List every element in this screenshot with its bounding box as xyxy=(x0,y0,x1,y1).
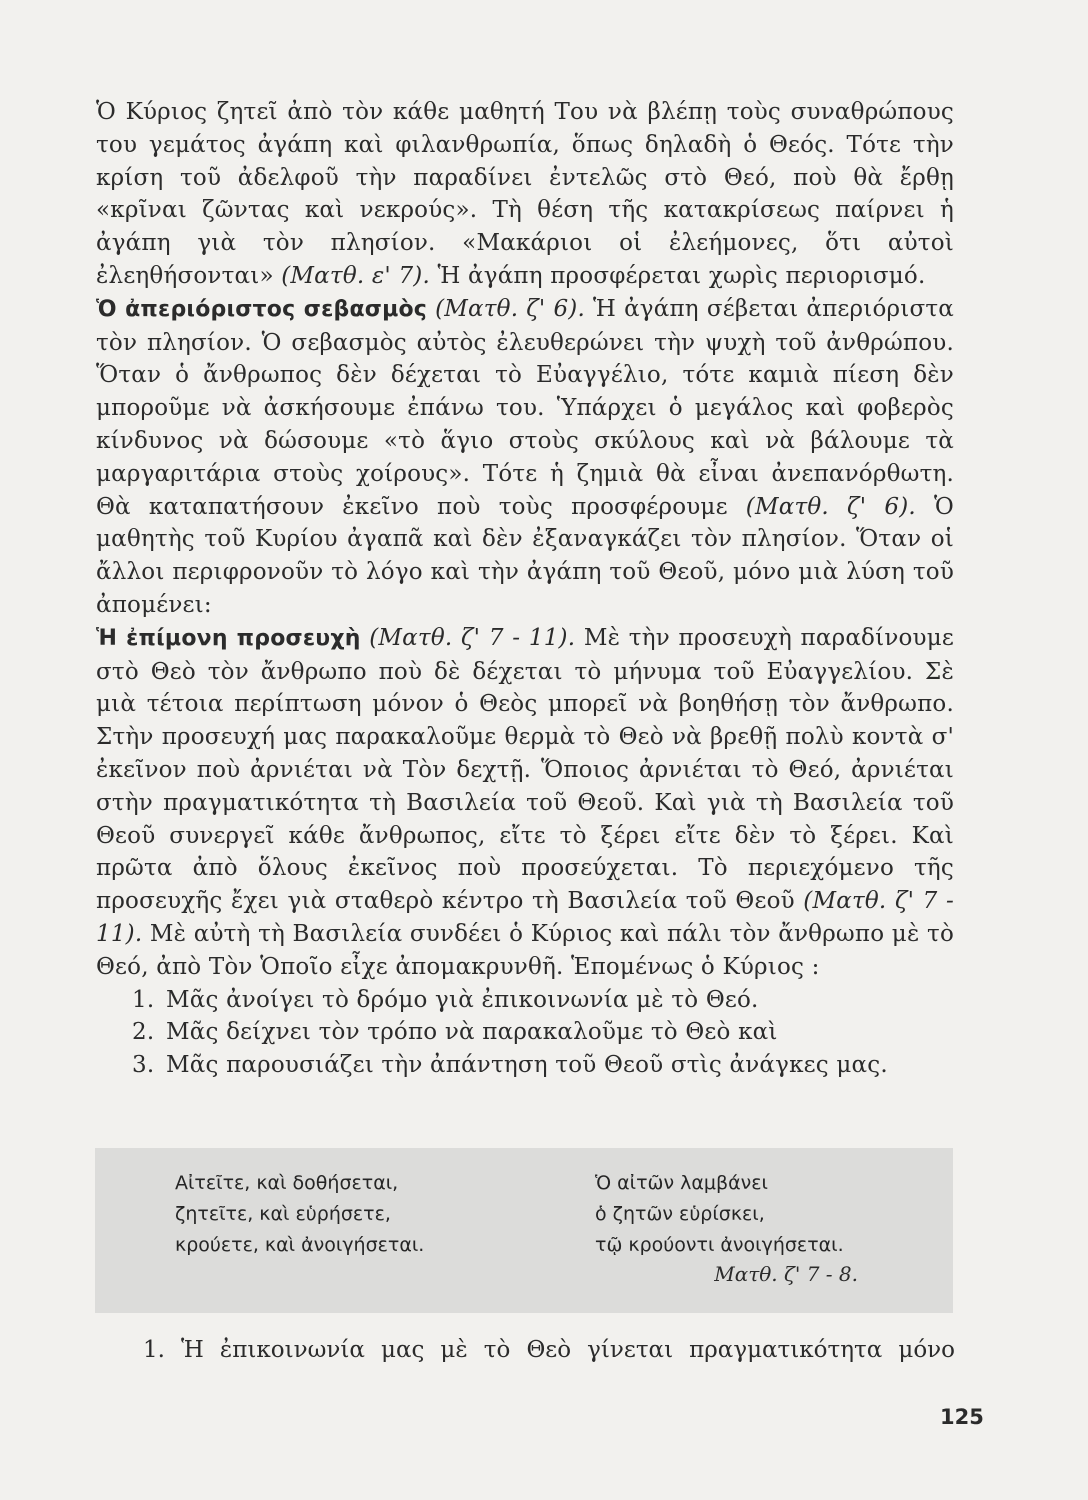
list-number: 3. xyxy=(132,1052,155,1079)
quote-line: Ὁ αἰτῶν λαμβάνει xyxy=(595,1172,768,1194)
list-text: Μᾶς παρουσιάζει τὴν ἀπάντηση τοῦ Θεοῦ στὶς ἀνάγκες μας. xyxy=(166,1052,888,1079)
paragraph-2-tail: Ὁ μαθητὴς τοῦ Κυρίου ἀγαπᾶ καὶ δὲν ἐξαναγκάζει τὸν πλησίον. Ὅταν οἱ ἄλλοι περιφρονοῦν τὸ λόγο καὶ τὴν ἀγάπη τοῦ Θεοῦ, μόνο μιὰ λύση τοῦ ἀπομένει: xyxy=(96,493,954,618)
heading-respect-ref: (Ματθ. ζ' 6). xyxy=(427,295,585,322)
list-number: 1. xyxy=(132,986,155,1013)
page-number: 125 xyxy=(940,1405,984,1429)
list-item xyxy=(96,1049,954,1082)
heading-prayer-ref: (Ματθ. ζ' 7 - 11). xyxy=(360,624,576,651)
paragraph-1-text: Ὁ Κύριος ζητεῖ ἀπὸ τὸν κάθε μαθητή Του νὰ βλέπῃ τοὺς συναθρώπους του γεμάτος ἀγάπη καὶ φιλανθρωπία, ὅπως δηλαδὴ ὁ Θεός. Τότε τὴν κρίση τοῦ ἀδελφοῦ τὴν παραδίνει ἐντελῶς στὸ Θεό, ποὺ θὰ ἔρθῃ «κρῖναι ζῶντας καὶ νεκρούς». Τὴ θέση τῆς κατακρίσεως παίρνει ἡ ἀγάπη γιὰ τὸν πλησίον. «Μακάριοι οἱ ἐλεήμονες, ὅτι αὐτοὶ ἐλεηθήσονται» xyxy=(96,99,954,289)
final-line: 1. Ἡ ἐπικοινωνία μας μὲ τὸ Θεὸ γίνεται πραγματικότητα μόνο xyxy=(143,1337,955,1363)
quote-line: τῷ κρούοντι ἀνοιγήσεται. xyxy=(595,1234,844,1256)
quote-line: κρούετε, καὶ ἀνοιγήσεται. xyxy=(175,1234,425,1256)
heading-prayer: Ἡ ἐπίμονη προσευχὴ xyxy=(96,625,361,651)
quote-right-column xyxy=(595,1168,844,1261)
list-text: Μᾶς δείχνει τὸν τρόπο νὰ παρακαλοῦμε τὸ Θεὸ καὶ xyxy=(166,1019,778,1046)
quote-line: ζητεῖτε, καὶ εὑρήσετε, xyxy=(175,1203,391,1225)
quote-left-column xyxy=(175,1168,424,1261)
numbered-list xyxy=(96,984,954,1082)
paragraph-1 xyxy=(96,96,954,293)
paragraph-2 xyxy=(96,293,954,622)
heading-respect: Ὁ ἀπεριόριστος σεβασμὸς xyxy=(96,296,428,322)
scripture-quote-box xyxy=(95,1148,953,1313)
paragraph-3-tail: Μὲ αὐτὴ τὴ Βασιλεία συνδέει ὁ Κύριος καὶ πάλι τὸν ἄνθρωπο μὲ τὸ Θεό, ἀπὸ Τὸν Ὁποῖο εἶχε ἀπομακρυνθῆ. Ἑπομένως ὁ Κύριος : xyxy=(96,920,954,980)
paragraph-3-ref: (Ματθ. ζ' 7 - 11). xyxy=(96,888,954,947)
paragraph-1-ref: (Ματθ. ε' 7). xyxy=(281,262,430,289)
list-item xyxy=(96,984,954,1017)
paragraph-2-text: Ἡ ἀγάπη σέβεται ἀπεριόριστα τὸν πλησίον. Ὁ σεβασμὸς αὐτὸς ἐλευθερώνει τὴν ψυχὴ τοῦ ἀνθρώπου. Ὅταν ὁ ἄνθρωπος δὲν δέχεται τὸ Εὐαγγέλιο, τότε καμιὰ πίεση δὲν μποροῦμε νὰ ἀσκήσουμε ἐπάνω του. Ὑπάρχει ὁ μεγάλος καὶ φοβερὸς κίνδυνος νὰ δώσουμε «τὸ ἅγιο στοὺς σκύλους καὶ νὰ βάλουμε τὰ μαργαριτάρια στοὺς χοίρους». Τότε ἡ ζημιὰ θὰ εἶναι ἀνεπανόρθωτη. Θὰ καταπατήσουν ἐκεῖνο ποὺ τοὺς προσφέρουμε xyxy=(96,295,954,520)
quote-reference: Ματθ. ζ' 7 - 8. xyxy=(714,1262,858,1286)
paragraph-3-text: Μὲ τὴν προσευχὴ παραδίνουμε στὸ Θεὸ τὸν ἄνθρωπο ποὺ δὲ δέχεται τὸ μήνυμα τοῦ Εὐαγγελίου. Σὲ μιὰ τέτοια περίπτωση μόνον ὁ Θεὸς μπορεῖ νὰ βοηθήσῃ τὸν ἄνθρωπο. Στὴν προσευχή μας παρακαλοῦμε θερμὰ τὸ Θεὸ νὰ βρεθῇ πολὺ κοντὰ σ' ἐκεῖνον ποὺ ἀρνιέται νὰ Τὸν δεχτῇ. Ὅποιος ἀρνιέται τὸ Θεό, ἀρνιέται στὴν πραγματικότητα τὴ Βασιλεία τοῦ Θεοῦ. Καὶ γιὰ τὴ Βασιλεία τοῦ Θεοῦ συνεργεῖ κάθε ἄνθρωπος, εἴτε τὸ ξέρει εἴτε δὲν τὸ ξέρει. Καὶ πρῶτα ἀπὸ ὅλους ἐκεῖνος ποὺ προσεύχεται. Τὸ περιεχόμενο τῆς προσευχῆς ἔχει γιὰ σταθερὸ κέντρο τὴ Βασιλεία τοῦ Θεοῦ xyxy=(96,624,954,915)
paragraph-3 xyxy=(96,622,954,984)
list-item xyxy=(96,1016,954,1049)
main-text xyxy=(96,96,954,1082)
paragraph-1-tail: Ἡ ἀγάπη προσφέρεται χωρὶς περιορισμό. xyxy=(429,262,926,289)
quote-line: ὁ ζητῶν εὑρίσκει, xyxy=(595,1203,765,1225)
quote-line: Αἰτεῖτε, καὶ δοθήσεται, xyxy=(175,1172,399,1194)
list-number: 2. xyxy=(132,1019,155,1046)
list-text: Μᾶς ἀνοίγει τὸ δρόμο γιὰ ἐπικοινωνία μὲ τὸ Θεό. xyxy=(166,986,759,1013)
paragraph-2-ref: (Ματθ. ζ' 6). xyxy=(727,493,916,520)
